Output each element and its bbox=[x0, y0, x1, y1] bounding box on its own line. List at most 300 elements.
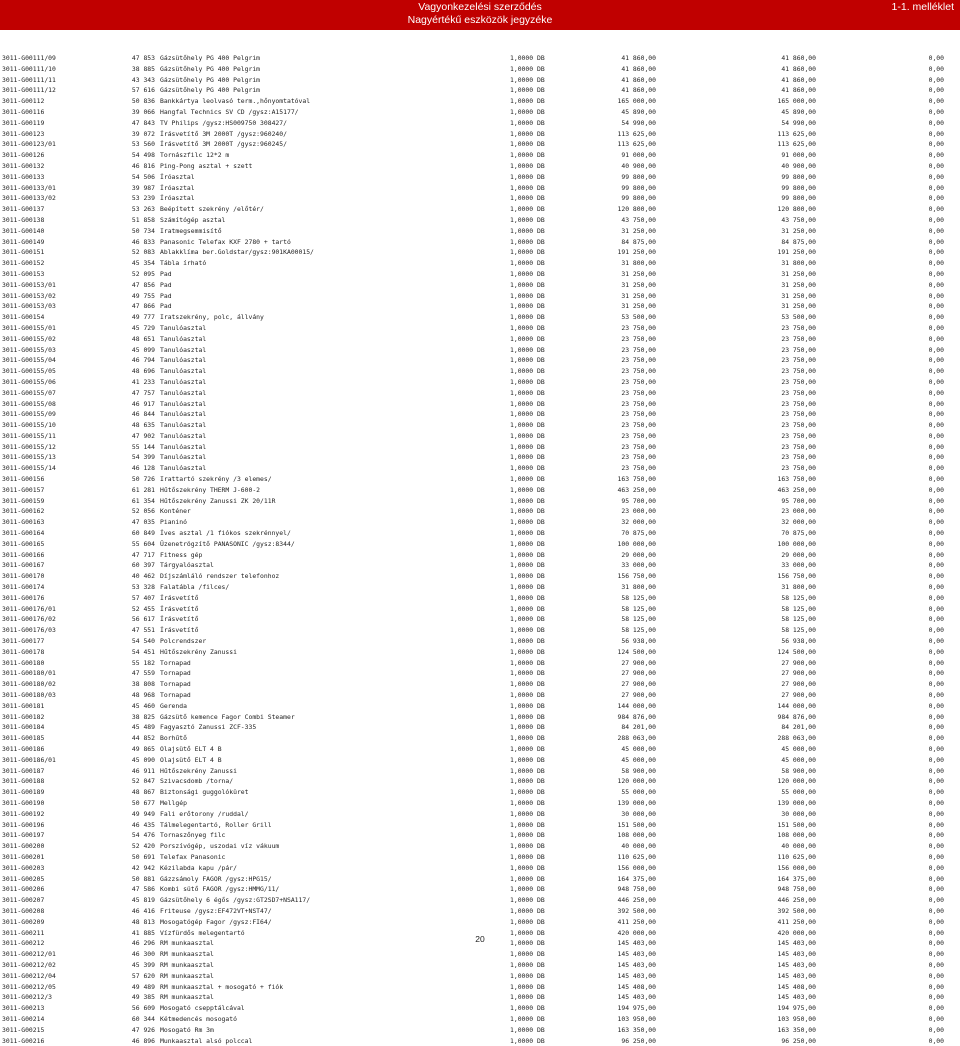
inventory-number: 50 881 bbox=[131, 874, 155, 883]
quantity: 1,0000 bbox=[510, 518, 534, 527]
asset-code: 3011-G00155/01 bbox=[2, 323, 56, 332]
depreciation: 0,00 bbox=[928, 809, 944, 818]
net-value: 165 000,00 bbox=[777, 97, 816, 106]
gross-value: 23 750,00 bbox=[621, 442, 656, 451]
asset-name: Gázsütőhely PG 400 Pelgrim bbox=[160, 64, 261, 73]
net-value: 55 000,00 bbox=[781, 788, 816, 797]
inventory-number: 45 819 bbox=[131, 896, 155, 905]
gross-value: 23 750,00 bbox=[621, 356, 656, 365]
unit: DB bbox=[537, 529, 545, 538]
depreciation: 0,00 bbox=[928, 431, 944, 440]
table-row bbox=[0, 291, 960, 302]
unit: DB bbox=[537, 237, 545, 246]
net-value: 40 000,00 bbox=[781, 842, 816, 851]
asset-name: Számítógép asztal bbox=[160, 215, 226, 224]
net-value: 23 750,00 bbox=[781, 410, 816, 419]
unit: DB bbox=[537, 896, 545, 905]
quantity: 1,0000 bbox=[510, 658, 534, 667]
asset-code: 3011-G00212/3 bbox=[2, 993, 53, 1002]
net-value: 23 750,00 bbox=[781, 453, 816, 462]
gross-value: 194 975,00 bbox=[617, 1004, 656, 1013]
quantity: 1,0000 bbox=[510, 75, 534, 84]
gross-value: 100 000,00 bbox=[617, 539, 656, 548]
quantity: 1,0000 bbox=[510, 1025, 534, 1034]
asset-name: Borhűtő bbox=[160, 734, 187, 743]
table-row bbox=[0, 647, 960, 658]
unit: DB bbox=[537, 647, 545, 656]
net-value: 91 000,00 bbox=[781, 151, 816, 160]
document-title: Vagyonkezelési szerződés bbox=[418, 1, 542, 13]
table-row bbox=[0, 1014, 960, 1025]
table-row bbox=[0, 539, 960, 550]
depreciation: 0,00 bbox=[928, 939, 944, 948]
gross-value: 40 900,00 bbox=[621, 161, 656, 170]
asset-name: Szivacsdomb /torna/ bbox=[160, 777, 234, 786]
depreciation: 0,00 bbox=[928, 820, 944, 829]
quantity: 1,0000 bbox=[510, 194, 534, 203]
asset-code: 3011-G00190 bbox=[2, 798, 45, 807]
asset-code: 3011-G00155/14 bbox=[2, 464, 56, 473]
gross-value: 54 990,00 bbox=[621, 118, 656, 127]
quantity: 1,0000 bbox=[510, 529, 534, 538]
depreciation: 0,00 bbox=[928, 280, 944, 289]
inventory-number: 60 397 bbox=[131, 561, 155, 570]
asset-name: Fagyasztó Zanussi ZCF-335 bbox=[160, 723, 257, 732]
depreciation: 0,00 bbox=[928, 107, 944, 116]
asset-code: 3011-G00215 bbox=[2, 1025, 45, 1034]
inventory-number: 47 717 bbox=[131, 550, 155, 559]
quantity: 1,0000 bbox=[510, 874, 534, 883]
quantity: 1,0000 bbox=[510, 885, 534, 894]
net-value: 984 876,00 bbox=[777, 712, 816, 721]
table-row bbox=[0, 334, 960, 345]
net-value: 45 890,00 bbox=[781, 107, 816, 116]
net-value: 99 800,00 bbox=[781, 194, 816, 203]
gross-value: 41 860,00 bbox=[621, 86, 656, 95]
table-row bbox=[0, 712, 960, 723]
inventory-number: 42 942 bbox=[131, 863, 155, 872]
net-value: 392 500,00 bbox=[777, 906, 816, 915]
gross-value: 43 750,00 bbox=[621, 215, 656, 224]
asset-name: RM munkaasztal bbox=[160, 971, 214, 980]
quantity: 1,0000 bbox=[510, 583, 534, 592]
inventory-number: 57 620 bbox=[131, 971, 155, 980]
inventory-number: 47 866 bbox=[131, 302, 155, 311]
inventory-number: 47 757 bbox=[131, 388, 155, 397]
table-row bbox=[0, 582, 960, 593]
gross-value: 191 250,00 bbox=[617, 248, 656, 257]
header-banner bbox=[0, 0, 960, 30]
net-value: 23 750,00 bbox=[781, 421, 816, 430]
net-value: 58 125,00 bbox=[781, 615, 816, 624]
quantity: 1,0000 bbox=[510, 496, 534, 505]
gross-value: 113 625,00 bbox=[617, 140, 656, 149]
gross-value: 23 750,00 bbox=[621, 345, 656, 354]
depreciation: 0,00 bbox=[928, 194, 944, 203]
inventory-number: 60 344 bbox=[131, 1014, 155, 1023]
depreciation: 0,00 bbox=[928, 54, 944, 62]
table-row bbox=[0, 625, 960, 636]
table-row bbox=[0, 107, 960, 118]
gross-value: 145 408,00 bbox=[617, 982, 656, 991]
asset-code: 3011-G00189 bbox=[2, 788, 45, 797]
gross-value: 23 750,00 bbox=[621, 334, 656, 343]
asset-code: 3011-G00152 bbox=[2, 259, 45, 268]
asset-name: Tanulóasztal bbox=[160, 464, 207, 473]
inventory-number: 46 816 bbox=[131, 161, 155, 170]
quantity: 1,0000 bbox=[510, 950, 534, 959]
quantity: 1,0000 bbox=[510, 982, 534, 991]
asset-name: Telefax Panasonic bbox=[160, 852, 226, 861]
asset-code: 3011-G00212 bbox=[2, 939, 45, 948]
gross-value: 113 625,00 bbox=[617, 129, 656, 138]
depreciation: 0,00 bbox=[928, 64, 944, 73]
unit: DB bbox=[537, 442, 545, 451]
unit: DB bbox=[537, 367, 545, 376]
depreciation: 0,00 bbox=[928, 507, 944, 516]
depreciation: 0,00 bbox=[928, 885, 944, 894]
asset-name: Tornapad bbox=[160, 691, 191, 700]
table-row bbox=[0, 237, 960, 248]
inventory-number: 48 813 bbox=[131, 917, 155, 926]
asset-name: RM munkaasztal bbox=[160, 950, 214, 959]
inventory-number: 46 300 bbox=[131, 950, 155, 959]
unit: DB bbox=[537, 399, 545, 408]
asset-name: Iratmegsemmisítő bbox=[160, 226, 222, 235]
gross-value: 156 750,00 bbox=[617, 572, 656, 581]
asset-name: Beépített szekrény /előtér/ bbox=[160, 205, 264, 214]
asset-code: 3011-G00156 bbox=[2, 475, 45, 484]
gross-value: 23 750,00 bbox=[621, 464, 656, 473]
table-row bbox=[0, 96, 960, 107]
quantity: 1,0000 bbox=[510, 539, 534, 548]
unit: DB bbox=[537, 928, 545, 937]
depreciation: 0,00 bbox=[928, 982, 944, 991]
table-row bbox=[0, 614, 960, 625]
depreciation: 0,00 bbox=[928, 658, 944, 667]
table-row bbox=[0, 690, 960, 701]
inventory-number: 46 435 bbox=[131, 820, 155, 829]
asset-code: 3011-G00177 bbox=[2, 637, 45, 646]
asset-table bbox=[0, 53, 960, 1046]
depreciation: 0,00 bbox=[928, 118, 944, 127]
gross-value: 23 750,00 bbox=[621, 421, 656, 430]
depreciation: 0,00 bbox=[928, 151, 944, 160]
inventory-number: 47 586 bbox=[131, 885, 155, 894]
asset-code: 3011-G00186/01 bbox=[2, 755, 56, 764]
gross-value: 392 500,00 bbox=[617, 906, 656, 915]
gross-value: 411 250,00 bbox=[617, 917, 656, 926]
inventory-number: 45 460 bbox=[131, 701, 155, 710]
unit: DB bbox=[537, 712, 545, 721]
depreciation: 0,00 bbox=[928, 464, 944, 473]
asset-name: Gázzsámoly FAGOR /gysz:HPG15/ bbox=[160, 874, 272, 883]
depreciation: 0,00 bbox=[928, 485, 944, 494]
inventory-number: 50 734 bbox=[131, 226, 155, 235]
unit: DB bbox=[537, 777, 545, 786]
net-value: 446 250,00 bbox=[777, 896, 816, 905]
net-value: 108 000,00 bbox=[777, 831, 816, 840]
quantity: 1,0000 bbox=[510, 323, 534, 332]
inventory-number: 47 559 bbox=[131, 669, 155, 678]
asset-name: Irattartó szekrény /3 elemes/ bbox=[160, 475, 272, 484]
net-value: 41 860,00 bbox=[781, 86, 816, 95]
asset-code: 3011-G00159 bbox=[2, 496, 45, 505]
unit: DB bbox=[537, 906, 545, 915]
table-row bbox=[0, 431, 960, 442]
table-row bbox=[0, 474, 960, 485]
net-value: 23 750,00 bbox=[781, 367, 816, 376]
depreciation: 0,00 bbox=[928, 572, 944, 581]
net-value: 56 938,00 bbox=[781, 637, 816, 646]
inventory-number: 56 617 bbox=[131, 615, 155, 624]
unit: DB bbox=[537, 885, 545, 894]
gross-value: 58 125,00 bbox=[621, 604, 656, 613]
quantity: 1,0000 bbox=[510, 604, 534, 613]
inventory-number: 54 476 bbox=[131, 831, 155, 840]
quantity: 1,0000 bbox=[510, 939, 534, 948]
quantity: 1,0000 bbox=[510, 86, 534, 95]
gross-value: 53 500,00 bbox=[621, 313, 656, 322]
gross-value: 120 000,00 bbox=[617, 777, 656, 786]
depreciation: 0,00 bbox=[928, 442, 944, 451]
inventory-number: 46 296 bbox=[131, 939, 155, 948]
depreciation: 0,00 bbox=[928, 852, 944, 861]
asset-code: 3011-G00112 bbox=[2, 97, 45, 106]
net-value: 163 750,00 bbox=[777, 475, 816, 484]
asset-name: Falatábla /filces/ bbox=[160, 583, 230, 592]
gross-value: 420 000,00 bbox=[617, 928, 656, 937]
depreciation: 0,00 bbox=[928, 950, 944, 959]
gross-value: 45 000,00 bbox=[621, 755, 656, 764]
depreciation: 0,00 bbox=[928, 842, 944, 851]
table-row bbox=[0, 172, 960, 183]
unit: DB bbox=[537, 356, 545, 365]
quantity: 1,0000 bbox=[510, 745, 534, 753]
inventory-number: 55 182 bbox=[131, 658, 155, 667]
gross-value: 58 125,00 bbox=[621, 615, 656, 624]
asset-name: Mellgép bbox=[160, 798, 187, 807]
gross-value: 40 000,00 bbox=[621, 842, 656, 851]
table-row bbox=[0, 463, 960, 474]
net-value: 27 900,00 bbox=[781, 680, 816, 689]
inventory-number: 49 489 bbox=[131, 982, 155, 991]
asset-name: Írásvetítő bbox=[160, 593, 199, 602]
gross-value: 31 250,00 bbox=[621, 280, 656, 289]
asset-name: Ablakklíma ber.Goldstar/gysz:901KA00015/ bbox=[160, 248, 314, 257]
unit: DB bbox=[537, 151, 545, 160]
asset-code: 3011-G00165 bbox=[2, 539, 45, 548]
inventory-number: 52 455 bbox=[131, 604, 155, 613]
net-value: 58 125,00 bbox=[781, 604, 816, 613]
quantity: 1,0000 bbox=[510, 637, 534, 646]
inventory-number: 52 056 bbox=[131, 507, 155, 516]
quantity: 1,0000 bbox=[510, 647, 534, 656]
depreciation: 0,00 bbox=[928, 496, 944, 505]
net-value: 145 403,00 bbox=[777, 960, 816, 969]
asset-code: 3011-G00155/06 bbox=[2, 377, 56, 386]
quantity: 1,0000 bbox=[510, 151, 534, 160]
gross-value: 41 860,00 bbox=[621, 75, 656, 84]
inventory-number: 52 420 bbox=[131, 842, 155, 851]
gross-value: 165 000,00 bbox=[617, 97, 656, 106]
unit: DB bbox=[537, 755, 545, 764]
depreciation: 0,00 bbox=[928, 97, 944, 106]
inventory-number: 48 696 bbox=[131, 367, 155, 376]
table-row bbox=[0, 917, 960, 928]
gross-value: 31 250,00 bbox=[621, 226, 656, 235]
asset-name: Iratszekrény, polc, állvány bbox=[160, 313, 264, 322]
net-value: 113 625,00 bbox=[777, 140, 816, 149]
table-row bbox=[0, 820, 960, 831]
depreciation: 0,00 bbox=[928, 529, 944, 538]
depreciation: 0,00 bbox=[928, 647, 944, 656]
asset-name: Üzenetrögzítő PANASONIC /gysz:8344/ bbox=[160, 539, 295, 548]
quantity: 1,0000 bbox=[510, 572, 534, 581]
asset-name: Kézilabda kapu /pár/ bbox=[160, 863, 237, 872]
quantity: 1,0000 bbox=[510, 269, 534, 278]
gross-value: 23 750,00 bbox=[621, 367, 656, 376]
quantity: 1,0000 bbox=[510, 431, 534, 440]
table-row bbox=[0, 204, 960, 215]
table-row bbox=[0, 53, 960, 64]
quantity: 1,0000 bbox=[510, 755, 534, 764]
asset-name: Pad bbox=[160, 269, 172, 278]
inventory-number: 57 616 bbox=[131, 86, 155, 95]
net-value: 41 860,00 bbox=[781, 54, 816, 62]
asset-code: 3011-G00212/05 bbox=[2, 982, 56, 991]
table-row bbox=[0, 798, 960, 809]
gross-value: 33 000,00 bbox=[621, 561, 656, 570]
depreciation: 0,00 bbox=[928, 755, 944, 764]
quantity: 1,0000 bbox=[510, 1014, 534, 1023]
quantity: 1,0000 bbox=[510, 896, 534, 905]
depreciation: 0,00 bbox=[928, 539, 944, 548]
unit: DB bbox=[537, 852, 545, 861]
depreciation: 0,00 bbox=[928, 766, 944, 775]
gross-value: 984 876,00 bbox=[617, 712, 656, 721]
quantity: 1,0000 bbox=[510, 852, 534, 861]
gross-value: 30 000,00 bbox=[621, 809, 656, 818]
quantity: 1,0000 bbox=[510, 356, 534, 365]
table-row bbox=[0, 301, 960, 312]
asset-code: 3011-G00170 bbox=[2, 572, 45, 581]
asset-code: 3011-G00182 bbox=[2, 712, 45, 721]
asset-code: 3011-G00155/05 bbox=[2, 367, 56, 376]
net-value: 145 403,00 bbox=[777, 939, 816, 948]
table-row bbox=[0, 345, 960, 356]
table-row bbox=[0, 992, 960, 1003]
net-value: 45 000,00 bbox=[781, 745, 816, 753]
depreciation: 0,00 bbox=[928, 906, 944, 915]
depreciation: 0,00 bbox=[928, 788, 944, 797]
unit: DB bbox=[537, 604, 545, 613]
net-value: 31 250,00 bbox=[781, 269, 816, 278]
asset-code: 3011-G00196 bbox=[2, 820, 45, 829]
unit: DB bbox=[537, 982, 545, 991]
gross-value: 27 900,00 bbox=[621, 691, 656, 700]
gross-value: 45 000,00 bbox=[621, 745, 656, 753]
asset-name: Hangfal Technics SV CD /gysz:A15177/ bbox=[160, 107, 299, 116]
quantity: 1,0000 bbox=[510, 118, 534, 127]
inventory-number: 41 885 bbox=[131, 928, 155, 937]
asset-code: 3011-G00157 bbox=[2, 485, 45, 494]
asset-code: 3011-G00176/02 bbox=[2, 615, 56, 624]
table-row bbox=[0, 830, 960, 841]
asset-code: 3011-G00138 bbox=[2, 215, 45, 224]
gross-value: 23 750,00 bbox=[621, 431, 656, 440]
depreciation: 0,00 bbox=[928, 302, 944, 311]
asset-code: 3011-G00132 bbox=[2, 161, 45, 170]
quantity: 1,0000 bbox=[510, 485, 534, 494]
unit: DB bbox=[537, 226, 545, 235]
asset-code: 3011-G00153/03 bbox=[2, 302, 56, 311]
table-row bbox=[0, 75, 960, 86]
unit: DB bbox=[537, 280, 545, 289]
asset-code: 3011-G00155/02 bbox=[2, 334, 56, 343]
table-row bbox=[0, 755, 960, 766]
unit: DB bbox=[537, 561, 545, 570]
net-value: 96 250,00 bbox=[781, 1036, 816, 1045]
table-row bbox=[0, 960, 960, 971]
inventory-number: 39 066 bbox=[131, 107, 155, 116]
asset-code: 3011-G00192 bbox=[2, 809, 45, 818]
inventory-number: 55 144 bbox=[131, 442, 155, 451]
inventory-number: 60 849 bbox=[131, 529, 155, 538]
asset-name: RM munkaasztal bbox=[160, 939, 214, 948]
unit: DB bbox=[537, 842, 545, 851]
table-row bbox=[0, 506, 960, 517]
unit: DB bbox=[537, 615, 545, 624]
gross-value: 23 750,00 bbox=[621, 453, 656, 462]
inventory-number: 48 867 bbox=[131, 788, 155, 797]
asset-code: 3011-G00187 bbox=[2, 766, 45, 775]
asset-code: 3011-G00133/01 bbox=[2, 183, 56, 192]
unit: DB bbox=[537, 215, 545, 224]
gross-value: 58 900,00 bbox=[621, 766, 656, 775]
depreciation: 0,00 bbox=[928, 798, 944, 807]
asset-name: Írásvetítő bbox=[160, 604, 199, 613]
quantity: 1,0000 bbox=[510, 766, 534, 775]
asset-code: 3011-G00180 bbox=[2, 658, 45, 667]
gross-value: 99 800,00 bbox=[621, 183, 656, 192]
quantity: 1,0000 bbox=[510, 172, 534, 181]
net-value: 23 750,00 bbox=[781, 345, 816, 354]
quantity: 1,0000 bbox=[510, 798, 534, 807]
depreciation: 0,00 bbox=[928, 259, 944, 268]
depreciation: 0,00 bbox=[928, 1014, 944, 1023]
gross-value: 95 700,00 bbox=[621, 496, 656, 505]
unit: DB bbox=[537, 583, 545, 592]
asset-name: Tábla írható bbox=[160, 259, 207, 268]
unit: DB bbox=[537, 345, 545, 354]
net-value: 420 000,00 bbox=[777, 928, 816, 937]
inventory-number: 45 489 bbox=[131, 723, 155, 732]
inventory-number: 49 755 bbox=[131, 291, 155, 300]
asset-name: Hűtőszekrény Zanussi ZK 20/11R bbox=[160, 496, 276, 505]
table-row bbox=[0, 388, 960, 399]
net-value: 23 000,00 bbox=[781, 507, 816, 516]
table-row bbox=[0, 323, 960, 334]
inventory-number: 52 083 bbox=[131, 248, 155, 257]
unit: DB bbox=[537, 809, 545, 818]
unit: DB bbox=[537, 334, 545, 343]
asset-name: Tanulóasztal bbox=[160, 421, 207, 430]
unit: DB bbox=[537, 626, 545, 635]
asset-name: Olajsütő ELT 4 B bbox=[160, 755, 222, 764]
table-row bbox=[0, 183, 960, 194]
net-value: 27 900,00 bbox=[781, 669, 816, 678]
